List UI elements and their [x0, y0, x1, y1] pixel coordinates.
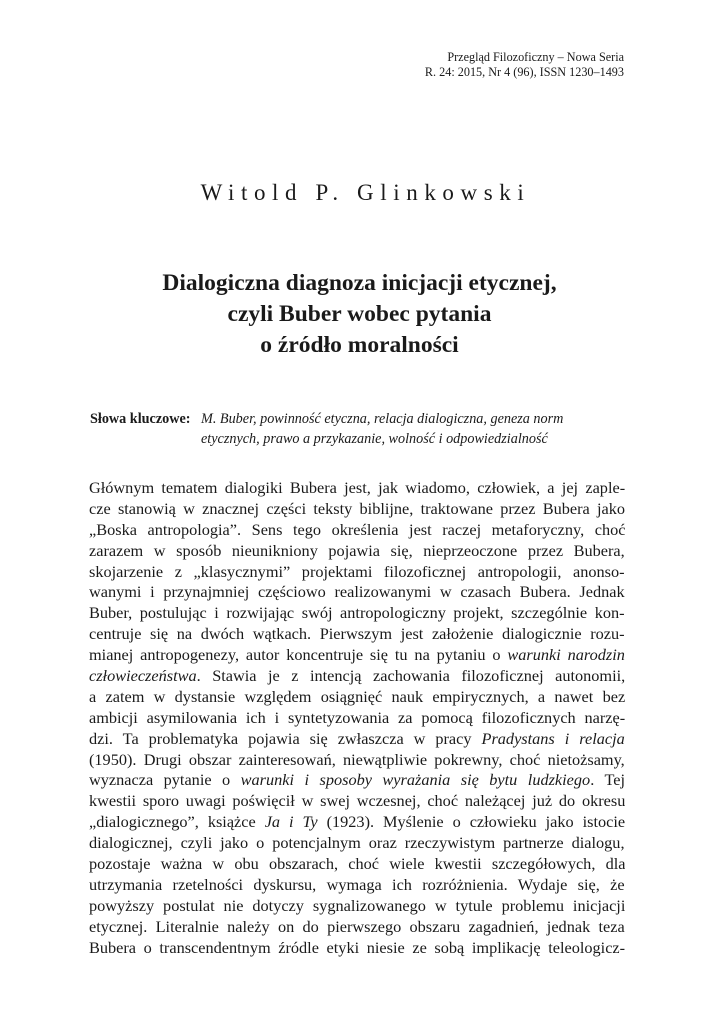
- journal-issue: R. 24: 2015, Nr 4 (96), ISSN 1230–1493: [424, 65, 624, 79]
- body-text: skojarzenie z „klasycznymi” projektami filozoficznej antropologii, anonso-: [89, 561, 625, 581]
- body-text: centruje się na dwóch wątkach. Pierwszym jest założenie dialogicznie rozu-: [89, 624, 625, 644]
- italic-text: warunki i sposoby wyrażania się bytu ludzkiego: [240, 770, 591, 790]
- body-line: [89, 541, 625, 562]
- body-line: [89, 812, 625, 833]
- body-line: [89, 896, 625, 917]
- body-text: wyznacza pytanie o: [89, 770, 241, 790]
- body-line: [89, 917, 625, 938]
- body-text: cze stanowią w znacznej części teksty biblijne, traktowane przez Bubera jako: [89, 498, 625, 518]
- body-line: [89, 582, 625, 603]
- body-line: [89, 833, 625, 854]
- title-line: czyli Buber wobec pytania: [227, 301, 492, 327]
- body-line: [89, 478, 625, 499]
- body-text: mianej antropogenezy, autor koncentruje się tu na pytaniu o: [89, 645, 508, 665]
- body-text: ambicji asymilowania ich i syntetyzowania za pomocą filozoficznych narzę-: [89, 707, 625, 727]
- article-title: [0, 268, 719, 361]
- italic-text: warunki narodzin: [507, 645, 625, 665]
- body-line: [89, 624, 625, 645]
- body-text: Bubera o transcendentnym źródle etyki niesie ze sobą implikację teleologicz-: [89, 937, 625, 957]
- body-text: utrzymania rzetelności dyskursu, wymaga ich rozróżnienia. Wydaje się, że: [89, 874, 625, 894]
- body-line: [89, 729, 625, 750]
- body-line: [89, 854, 625, 875]
- title-line: Dialogiczna diagnoza inicjacji etycznej,: [162, 270, 557, 296]
- body-line: [89, 708, 625, 729]
- body-line: [89, 666, 625, 687]
- body-text: „dialogicznego”, książce: [89, 812, 265, 832]
- body-text: . Tej: [590, 770, 625, 790]
- body-line: [89, 687, 625, 708]
- body-text: (1923). Myślenie o człowieku jako istocie: [317, 812, 625, 832]
- keywords-label: Słowa kluczowe:: [90, 411, 191, 427]
- body-text: dzi. Ta problematyka pojawia się zwłaszcza w pracy: [89, 728, 482, 748]
- keywords-line: etycznych, prawo a przykazanie, wolność i odpowiedzialność: [201, 431, 548, 447]
- body-text: Głównym tematem dialogiki Bubera jest, jak wiadomo, człowiek, a jej zaple-: [89, 478, 625, 497]
- body-text: . Stawia je z intencją zachowania filozoficznej autonomii,: [196, 666, 625, 686]
- keywords-list: [201, 409, 563, 449]
- body-text: dialogicznej, czyli jako o potencjalnym oraz rzeczywistym partnerze dialogu,: [89, 833, 625, 853]
- italic-text: Pradystans i relacja: [481, 728, 625, 748]
- italic-text: człowieczeństwa: [89, 666, 197, 686]
- body-line: [89, 520, 625, 541]
- body-text: Buber, postulując i rozwijając swój antropologiczny projekt, szczególnie kon-: [89, 603, 625, 623]
- body-text: etycznej. Literalnie należy on do pierwszego obszaru zagadnień, jednak teza: [89, 916, 625, 936]
- author-name: Witold P. Glinkowski: [200, 180, 531, 205]
- journal-header: [425, 50, 624, 80]
- title-line: o źródło moralności: [260, 332, 459, 358]
- body-line: [89, 750, 625, 771]
- body-text: a zatem w dystansie względem osiągnięć nauk empirycznych, a nawet bez: [89, 686, 625, 706]
- body-line: [89, 603, 625, 624]
- article-body: [89, 478, 625, 958]
- body-line: [89, 791, 625, 812]
- body-line: [89, 562, 625, 583]
- italic-text: Ja i Ty: [264, 812, 318, 832]
- body-text: zarazem w sposób nieunikniony pojawia się, nieprzeoczone przez Bubera,: [89, 540, 625, 560]
- body-line: [89, 938, 625, 959]
- body-text: pozostaje ważna w obu obszarach, choć wiele kwestii szczegółowych, dla: [89, 854, 625, 874]
- body-text: wanymi i przynajmniej częściowo realizowanymi w czasach Bubera. Jednak: [89, 582, 625, 602]
- body-line: [89, 499, 625, 520]
- body-text: kwestii sporo uwagi poświęcił w swej wczesnej, choć należącej już do okresu: [89, 791, 625, 811]
- body-text: „Boska antropologia”. Sens tego określenia jest raczej metaforyczny, choć: [89, 519, 625, 539]
- body-text: (1950). Drugi obszar zainteresowań, niewątpliwie pokrewny, choć nietożsamy,: [89, 749, 625, 769]
- body-text: powyższy postulat nie dotyczy sygnalizowanego w tytule problemu inicjacji: [89, 895, 625, 915]
- body-line: [89, 645, 625, 666]
- keywords-line: M. Buber, powinność etyczna, relacja dialogiczna, geneza norm: [201, 411, 564, 427]
- journal-name: Przegląd Filozoficzny – Nowa Seria: [447, 50, 624, 64]
- body-line: [89, 770, 625, 791]
- body-line: [89, 875, 625, 896]
